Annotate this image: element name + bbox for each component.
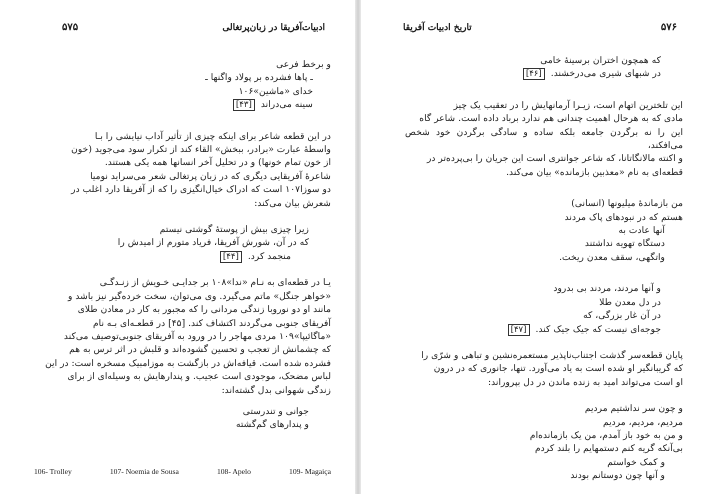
- text-line: «خواهر جنگل» ماتم می‌گیرد. وی می‌توان، سخت خرده‌گیر نیز باشد و: [67, 290, 331, 302]
- text-line: در این قطعه شاعر برای اینکه چیزی از تأثیر آداب نیایشی را بـا: [94, 130, 331, 142]
- left-poem-1: [34, 58, 331, 112]
- right-paragraph-1: [405, 99, 683, 179]
- poem-line: که در آن، شورش آفریقا، فریاد متورم از امیدش را: [117, 237, 309, 249]
- poem-line: مردیم، مردیم، مردیم: [602, 416, 683, 428]
- text-line: لباس مضحک، موجودی است عجیب. و پندارهایش به وسیله‌ای از برای: [67, 371, 331, 383]
- poem-line: من بازماندهٔ میلیونها (انسانی): [571, 198, 683, 210]
- text-line: این تلخترین اتهام است، زیـرا آرمانهایش را در تعقیب یک چیز: [453, 99, 683, 111]
- text-line: که چشمانش از تعجب و تحسین گشوده‌اند و قلبش در اثر ترس به هم: [69, 344, 331, 356]
- right-paragraph-2: [405, 349, 683, 389]
- left-poem-2: [34, 223, 331, 263]
- poem-line: و چون سر نداشتیم مردیم: [584, 403, 683, 415]
- text-line: مادی که به هرحال اهمیت چندانی هم ندارد برباد داده است. شاعر گاه: [419, 113, 683, 125]
- text-line: آفریقای جنوبی می‌گردند اکتشاف کند. [۴۵] در قطعـه‌ای بـه نام: [92, 317, 331, 329]
- poem-line: بی‌آنکه گریه کنم دستمهایم را بلند کردم: [534, 443, 683, 455]
- text-line: پایان قطعه‌سر گذشت اجتناب‌ناپذیر مستعمره‌نشین و تباهی و شرّی را: [421, 349, 683, 361]
- poem-line: جوانی و تندرستی: [242, 405, 309, 417]
- right-page-header: [403, 22, 677, 33]
- poem-line: منجمد کرد.[۴۴]: [34, 250, 309, 263]
- right-page-title: تاریخ ادبیات آفریقا: [403, 23, 472, 33]
- right-poem-3: [405, 282, 683, 336]
- left-page: [0, 0, 355, 494]
- poem-line: در شبهای شیری می‌درخشند.[۴۶]: [405, 67, 661, 80]
- text-line: مانند او دو نوروبا زندگی مردانی را که مجبور به کار در معادن طلای: [77, 304, 331, 316]
- poem-line: در آن غار بزرگی، که: [583, 310, 661, 322]
- poem-line: و برخط فرعی: [276, 59, 331, 70]
- poem-line: که همچون اختران برسینهٔ خامی: [540, 55, 661, 66]
- left-page-header: [62, 22, 325, 33]
- citation-ref: [۴۴]: [220, 251, 242, 263]
- poem-line: دستگاه تهویه نداشتند: [584, 238, 665, 250]
- text-line: یـا در قطعه‌ای به نـام «ندا»۱۰۸ بر جدایـی خـویش از زنـدگـی: [99, 277, 331, 289]
- text-line: زندگی شهوانی بدل گشته‌اند:: [221, 384, 331, 396]
- left-page-title: ادبیات‌آفریقا در زبان‌پرتغالی: [222, 23, 325, 33]
- footnote: 108- Apelo: [216, 467, 251, 476]
- citation-ref: [۴۳]: [233, 99, 255, 111]
- poem-line: و آنها چون دوستانم بودند: [570, 470, 665, 482]
- poem-line: آنها عادت به: [618, 225, 665, 237]
- text-line: او است می‌تواند امید به زنده ماندن در دل بپروراند:: [488, 376, 683, 388]
- left-paragraph-1: [34, 130, 331, 210]
- poem-line: زیرا چیزی بیش از پوستهٔ گوشتی نیستم: [159, 224, 309, 236]
- footnote: 107- Noemia de Sousa: [109, 467, 179, 476]
- footnote: 109- Magaiça: [289, 467, 331, 476]
- left-paragraph-2: [34, 276, 331, 397]
- poem-line: در دل معدن طلا: [599, 296, 661, 308]
- footnote: 106- Trolley: [34, 467, 72, 476]
- right-poem-2: [405, 197, 683, 264]
- poem-line: ـ پاها فشرده بر پولاد واگنها ـ: [205, 72, 313, 84]
- text-line: دو سوزا۱۰۷ است که ادراک خیال‌انگیزی را که از آفریقا دارد اغلب در: [71, 184, 331, 196]
- poem-line: جوجه‌ای نیست که جیک جیک کند.[۴۷]: [405, 323, 661, 336]
- citation-ref: [۴۷]: [508, 324, 530, 336]
- text-line: واسطهٔ عبارت «برادر، ببخش» القاء کند از تکرار سود می‌جوید (خون: [71, 144, 331, 156]
- citation-ref: [۴۶]: [523, 68, 545, 80]
- poem-line: و آنها مردند، مردند بی بدرود: [553, 283, 661, 295]
- poem-line: و پندارهای گم‌گشته: [235, 419, 309, 431]
- poem-line: سینه می‌دراند[۴۳]: [34, 98, 331, 111]
- poem-line: و کمک خواستم: [607, 456, 665, 468]
- right-page-body: [405, 54, 683, 483]
- poem-line: و من به خود باز آمدم، من یک بازمانده‌ام: [529, 429, 683, 441]
- left-poem-3: [34, 405, 331, 432]
- right-poem-4: [405, 402, 683, 482]
- left-page-number: ۵۷۵: [62, 22, 79, 33]
- text-line: «ماگائیپا»۱۰۹ مردی مهاجر را در ورود به آفریقای جنوبی‌توصیف می‌کند: [63, 330, 331, 342]
- left-footnotes: [34, 467, 331, 476]
- text-line: و اکنته مالانگاتانا، که شاعر جوانتری است این جریان را بی‌پرده‌تر در: [426, 153, 683, 165]
- poem-line: خدای «ماشین»۱۰۶: [238, 85, 313, 97]
- text-line: قطعه‌ای به نام «معذبین بازمانده» بیان می‌کند.: [506, 166, 683, 178]
- right-poem-1: [405, 54, 683, 81]
- text-line: از خون تمام خونها) و در تحلیل آخر انسانها همه یکی هستند.: [104, 157, 331, 169]
- right-page: [361, 0, 717, 494]
- right-page-number: ۵۷۶: [660, 22, 677, 33]
- text-line: این را نه برگردن جامعه بلکه ساده و سادگی برگردن خود شخص می‌افکند،: [405, 126, 683, 152]
- text-line: شاعرهٔ آفریقایی دیگری که در زبان پرتغالی شعر می‌سراید نومیا: [90, 170, 331, 182]
- text-line: فشرده شده است. قیافه‌اش در بازگشت به موزامبیک مسخره است: در این: [45, 357, 331, 369]
- text-line: شعرش بیان می‌کند:: [254, 197, 331, 209]
- poem-line: هستم که در نبودهای پاک مردند: [564, 211, 683, 223]
- left-page-body: [34, 58, 331, 432]
- text-line: که گریبانگیر او شده است به یاد می‌آورد. تنها، جانوری که در درون: [433, 363, 683, 375]
- poem-line: واتگهی، سقف معدن ریخت.: [559, 251, 665, 263]
